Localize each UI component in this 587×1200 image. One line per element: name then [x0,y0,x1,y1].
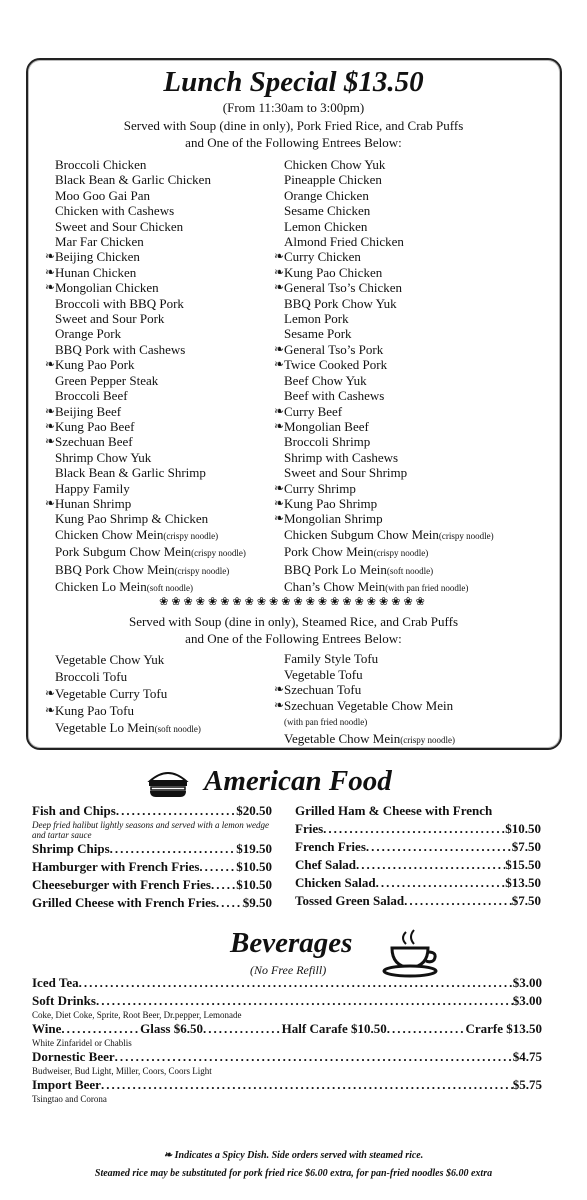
menu-item-name: Chicken Chow Mein [55,526,164,542]
menu-item [284,579,494,596]
menu-item-name: Orange Chicken [284,187,369,203]
menu-item-name: Broccoli Shrimp [284,434,371,450]
menu-item-name: Sweet and Sour Pork [55,311,165,327]
menu-item [55,342,246,357]
beverage-name: Import Beer [32,1077,101,1092]
menu-item-name: Shrimp Chips [32,841,110,856]
menu-item [284,698,455,714]
price: $13.50 [505,875,541,890]
lunch-special-title: Lunch Special $13.50 [163,66,424,98]
price: $7.50 [511,893,541,908]
menu-item-name: Sweet and Sour Chicken [55,218,184,234]
noodle-note: (crispy noodle) [174,565,230,576]
noodle-note: (crispy noodle) [191,548,246,559]
menu-item [55,419,246,434]
menu-item-name: Shrimp Chow Yuk [55,449,152,465]
price-row [295,820,541,838]
dot-leader [323,820,505,838]
menu-item-name: Curry Chicken [284,249,361,265]
menu-item-name: Tossed Green Salad [295,893,405,908]
menu-item-name: Beef with Cashews [284,388,385,404]
menu-item [55,203,246,218]
menu-item [55,249,246,264]
menu-item-name: Chicken Salad [295,875,376,890]
menu-item-name: Happy Family [55,480,130,496]
menu-item-name: Szechuan Tofu [284,682,362,697]
dot-leader [376,874,506,892]
menu-item [55,326,246,341]
menu-item-name: Fries [295,821,324,836]
price: $3.00 [512,975,542,990]
menu-item-name: Moo Goo Gai Pan [55,187,150,203]
menu-item-name: Vegetable Tofu [284,666,363,682]
menu-item-name: Beijing Beef [55,403,122,419]
menu-item-name: BBQ Pork Chow Mein [55,561,175,577]
menu-item-name: Kung Pao Shrimp & Chicken [55,511,209,527]
dot-leader [96,992,513,1010]
menu-item [55,388,246,403]
price: $19.50 [236,841,272,856]
beverage-name: Dornestic Beer [32,1049,115,1064]
menu-item-name: Kung Pao Shrimp [284,495,378,511]
dot-leader [110,840,237,858]
menu-item-name: Chicken Chow Yuk [284,157,386,172]
menu-item-name: Hunan Chicken [55,264,137,280]
price-row [32,858,272,876]
price: $15.50 [505,857,541,872]
menu-item [284,682,455,698]
menu-item-name: Chicken with Cashews [55,203,175,219]
veg-entrees-right [284,651,455,748]
price: $4.75 [512,1049,542,1064]
menu-item-name: Hunan Shrimp [55,495,132,511]
menu-item-name: Pork Chow Mein [284,544,374,560]
footer-line-2: Steamed rice may be substituted for pork fried rice $6.00 extra, for pan-fried noodles $6.00 extra [94,1168,493,1179]
menu-item [55,668,201,685]
dot-leader [203,1020,282,1038]
beverage-description: White Zinfaridel or Chablis [32,1038,132,1048]
menu-item-name: Kung Pao Beef [55,418,135,434]
wine-half-carafe-price: Half Carafe $10.50 [281,1021,387,1036]
price: $7.50 [511,839,541,854]
menu-item-name: Orange Pork [55,326,122,342]
menu-item [284,326,494,341]
menu-item [284,172,494,187]
menu-item-name: Lemon Pork [284,311,349,327]
menu-item [284,296,494,311]
menu-item-name: Beef Chow Yuk [284,372,367,388]
menu-item [55,265,246,280]
spicy-icon: ❧ [163,1150,175,1161]
noodle-note: (soft noodle) [386,565,434,576]
menu-item-name: Family Style Tofu [284,651,379,666]
menu-item [284,511,494,526]
menu-item-name: Curry Beef [284,403,343,419]
dot-leader [211,876,236,894]
dot-leader [216,894,243,912]
menu-item-name: Chicken Subgum Chow Mein [284,526,439,542]
menu-item-name: Lemon Chicken [284,218,368,234]
lunch-served-line-2: and One of the Following Entrees Below: [185,135,402,150]
menu-item-name: Green Pepper Steak [55,372,159,388]
menu-item-name: Broccoli Beef [55,388,128,404]
price: $9.50 [242,895,272,910]
menu-item [284,373,494,388]
menu-item-name: Pineapple Chicken [284,172,382,188]
menu-item [55,481,246,496]
menu-item-name: Chef Salad [295,857,357,872]
menu-item-name: Pork Subgum Chow Mein [55,544,192,560]
american-right-column [295,802,541,910]
menu-item [284,419,494,434]
menu-item-name: Fish and Chips [32,803,116,818]
menu-item [284,562,494,579]
menu-item [284,249,494,264]
menu-item [284,234,494,249]
dot-leader [101,1076,513,1094]
beverages-list [32,974,542,1104]
menu-item [55,465,246,480]
menu-item [284,465,494,480]
price: $10.50 [236,859,272,874]
menu-item [55,296,246,311]
menu-item [284,188,494,203]
menu-item [284,311,494,326]
menu-item [55,579,246,596]
menu-item [55,280,246,295]
menu-item-name: Grilled Cheese with French Fries [32,895,216,910]
menu-item [284,388,494,403]
menu-item-name: Sesame Pork [284,326,352,342]
price: Crarfe $13.50 [465,1021,542,1036]
menu-item [284,481,494,496]
menu-item-name: Mongolian Beef [284,418,369,434]
beverage-name: Iced Tea [32,975,79,990]
veg-entrees-left [55,651,201,738]
american-left-column [32,802,272,912]
menu-item-name: Broccoli Tofu [55,669,128,684]
menu-item-name: Kung Pao Tofu [55,703,135,718]
dot-leader [356,856,505,874]
menu-item-name: Broccoli with BBQ Pork [55,295,184,311]
menu-item [284,203,494,218]
dot-leader [199,858,236,876]
menu-item [284,342,494,357]
menu-item-name: BBQ Pork Chow Yuk [284,295,397,311]
menu-item [55,188,246,203]
menu-item-name: Almond Fried Chicken [284,234,404,250]
noodle-note: (crispy noodle) [400,734,455,745]
price-row [295,856,541,874]
menu-item [55,562,246,579]
menu-item [55,719,201,738]
dot-leader [116,802,236,820]
menu-item-name: Mongolian Shrimp [284,511,383,527]
beverage-name: Soft Drinks [32,993,96,1008]
menu-item-name: Chan’s Chow Mein [284,578,386,594]
beverage-row [32,992,542,1010]
menu-item [55,157,246,172]
menu-item-name: Kung Pao Pork [55,357,135,373]
menu-item-name: Chicken Lo Mein [55,578,147,594]
menu-item-name: Shrimp with Cashews [284,449,399,465]
menu-item [284,157,494,172]
menu-item-name: Black Bean & Garlic Chicken [55,172,211,188]
menu-item-name: Beijing Chicken [55,249,140,265]
noodle-note: (soft noodle) [154,724,201,734]
beverage-row [32,1020,542,1038]
menu-item [55,651,201,668]
dot-leader [387,1020,466,1038]
menu-item-name: General Tso’s Pork [284,341,384,357]
price-row [295,892,541,910]
menu-item-name: (with pan fried noodle) [284,717,368,727]
dot-leader [404,892,512,910]
menu-item-name: Hamburger with French Fries [32,859,200,874]
price-row [32,802,272,820]
dot-leader [115,1048,513,1066]
menu-item [55,511,246,526]
menu-item-name: Sesame Chicken [284,203,371,219]
menu-item [55,434,246,449]
menu-item [284,527,494,544]
lunch-entrees-right [284,157,494,596]
price: $5.75 [512,1077,542,1092]
beverage-row [32,1048,542,1066]
lunch-hours: (From 11:30am to 3:00pm) [222,100,365,115]
menu-item [55,219,246,234]
menu-item-name: French Fries [295,839,366,854]
menu-item [55,527,246,544]
menu-item [55,311,246,326]
menu-item-name: Mongolian Chicken [55,280,159,296]
burger-icon [146,767,190,799]
american-food-title: American Food [204,765,392,797]
menu-item-name: Mar Far Chicken [55,234,144,250]
beverage-row [32,1076,542,1094]
menu-item-name: Vegetable Lo Mein [55,720,155,735]
beverage-description: Coke, Diet Coke, Sprite, Root Beer, Dr.pepper, Lemonade [32,1010,242,1020]
menu-item-name: Vegetable Chow Mein [284,730,401,746]
noodle-note: (with pan fried noodle) [385,582,469,593]
menu-item [55,450,246,465]
price-row [32,876,272,894]
beverage-row [32,974,542,992]
price-row [32,894,272,912]
menu-item [55,404,246,419]
beverage-description: Budweiser, Bud Light, Miller, Coors, Coors Light [32,1066,212,1076]
price: $20.50 [236,803,272,818]
menu-item-name: Black Bean & Garlic Shrimp [55,465,206,481]
menu-item [284,544,494,561]
menu-item [284,651,455,667]
menu-item [55,172,246,187]
menu-item-name: Szechuan Beef [55,434,133,450]
menu-item [284,450,494,465]
menu-item-name: Grilled Ham & Cheese with French [295,803,493,818]
beverage-name: Wine [32,1021,62,1036]
menu-item [284,404,494,419]
menu-item [55,234,246,249]
lunch-served-line-1: Served with Soup (dine in only), Pork Fried Rice, and Crab Puffs [123,118,464,133]
menu-item [284,357,494,372]
dot-leader [366,838,512,856]
dot-leader [61,1020,140,1038]
menu-item-name: BBQ Pork with Cashews [55,341,186,357]
price: $3.00 [512,993,542,1008]
wine-glass-price: Glass $6.50 [140,1021,203,1036]
menu-item [284,434,494,449]
menu-item-name: Curry Shrimp [284,480,356,496]
beverage-description: Tsingtao and Corona [32,1094,107,1104]
price: $10.50 [505,821,541,836]
dot-leader [79,974,513,992]
noodle-note: (crispy noodle) [438,530,494,541]
beverages-title: Beverages [230,927,353,959]
price-row [32,840,272,858]
menu-item [55,685,201,702]
price-row [295,838,541,856]
noodle-note: (soft noodle) [146,582,193,593]
item-description: Deep fried halibut lightly seasons and served with a lemon wedge and tartar sauce [32,820,269,840]
veg-served-line-1: Served with Soup (dine in only), Steamed Rice, and Crab Puffs [128,614,459,629]
menu-item [55,544,246,561]
menu-item [284,265,494,280]
menu-item [284,713,455,731]
noodle-note: (crispy noodle) [373,548,429,559]
price: $10.50 [236,877,272,892]
menu-item [55,357,246,372]
menu-item [55,702,201,719]
menu-item [284,219,494,234]
menu-item-name: Broccoli Chicken [55,157,147,172]
menu-item-name: Sweet and Sour Shrimp [284,465,408,481]
menu-item-name: Szechuan Vegetable Chow Mein [284,697,454,713]
menu-item [55,496,246,511]
menu-item-name: Twice Cooked Pork [284,357,388,373]
noodle-note: (crispy noodle) [163,530,219,541]
lunch-entrees-left [55,157,246,596]
veg-served-line-2: and One of the Following Entrees Below: [185,631,402,646]
menu-item [55,373,246,388]
menu-item [284,667,455,683]
star-divider: ❀❀❀❀❀❀❀❀❀❀❀❀❀❀❀❀❀❀❀❀❀❀ [159,595,428,608]
price-row [295,874,541,892]
coffee-cup-icon [382,928,442,978]
menu-item-name: Vegetable Curry Tofu [55,686,168,701]
menu-item [284,731,455,749]
menu-item-name: Vegetable Chow Yuk [55,652,165,667]
menu-item-name: BBQ Pork Lo Mein [284,561,387,577]
menu-item-name: Kung Pao Chicken [284,264,383,280]
footer-line-1: ❧ Indicates a Spicy Dish. Side orders served with steamed rice. [163,1150,424,1161]
no-free-refill-note: (No Free Refill) [250,963,327,977]
menu-item-name: Cheeseburger with French Fries [32,877,211,892]
menu-item [284,496,494,511]
menu-item-name: General Tso’s Chicken [284,280,402,296]
menu-item [284,280,494,295]
